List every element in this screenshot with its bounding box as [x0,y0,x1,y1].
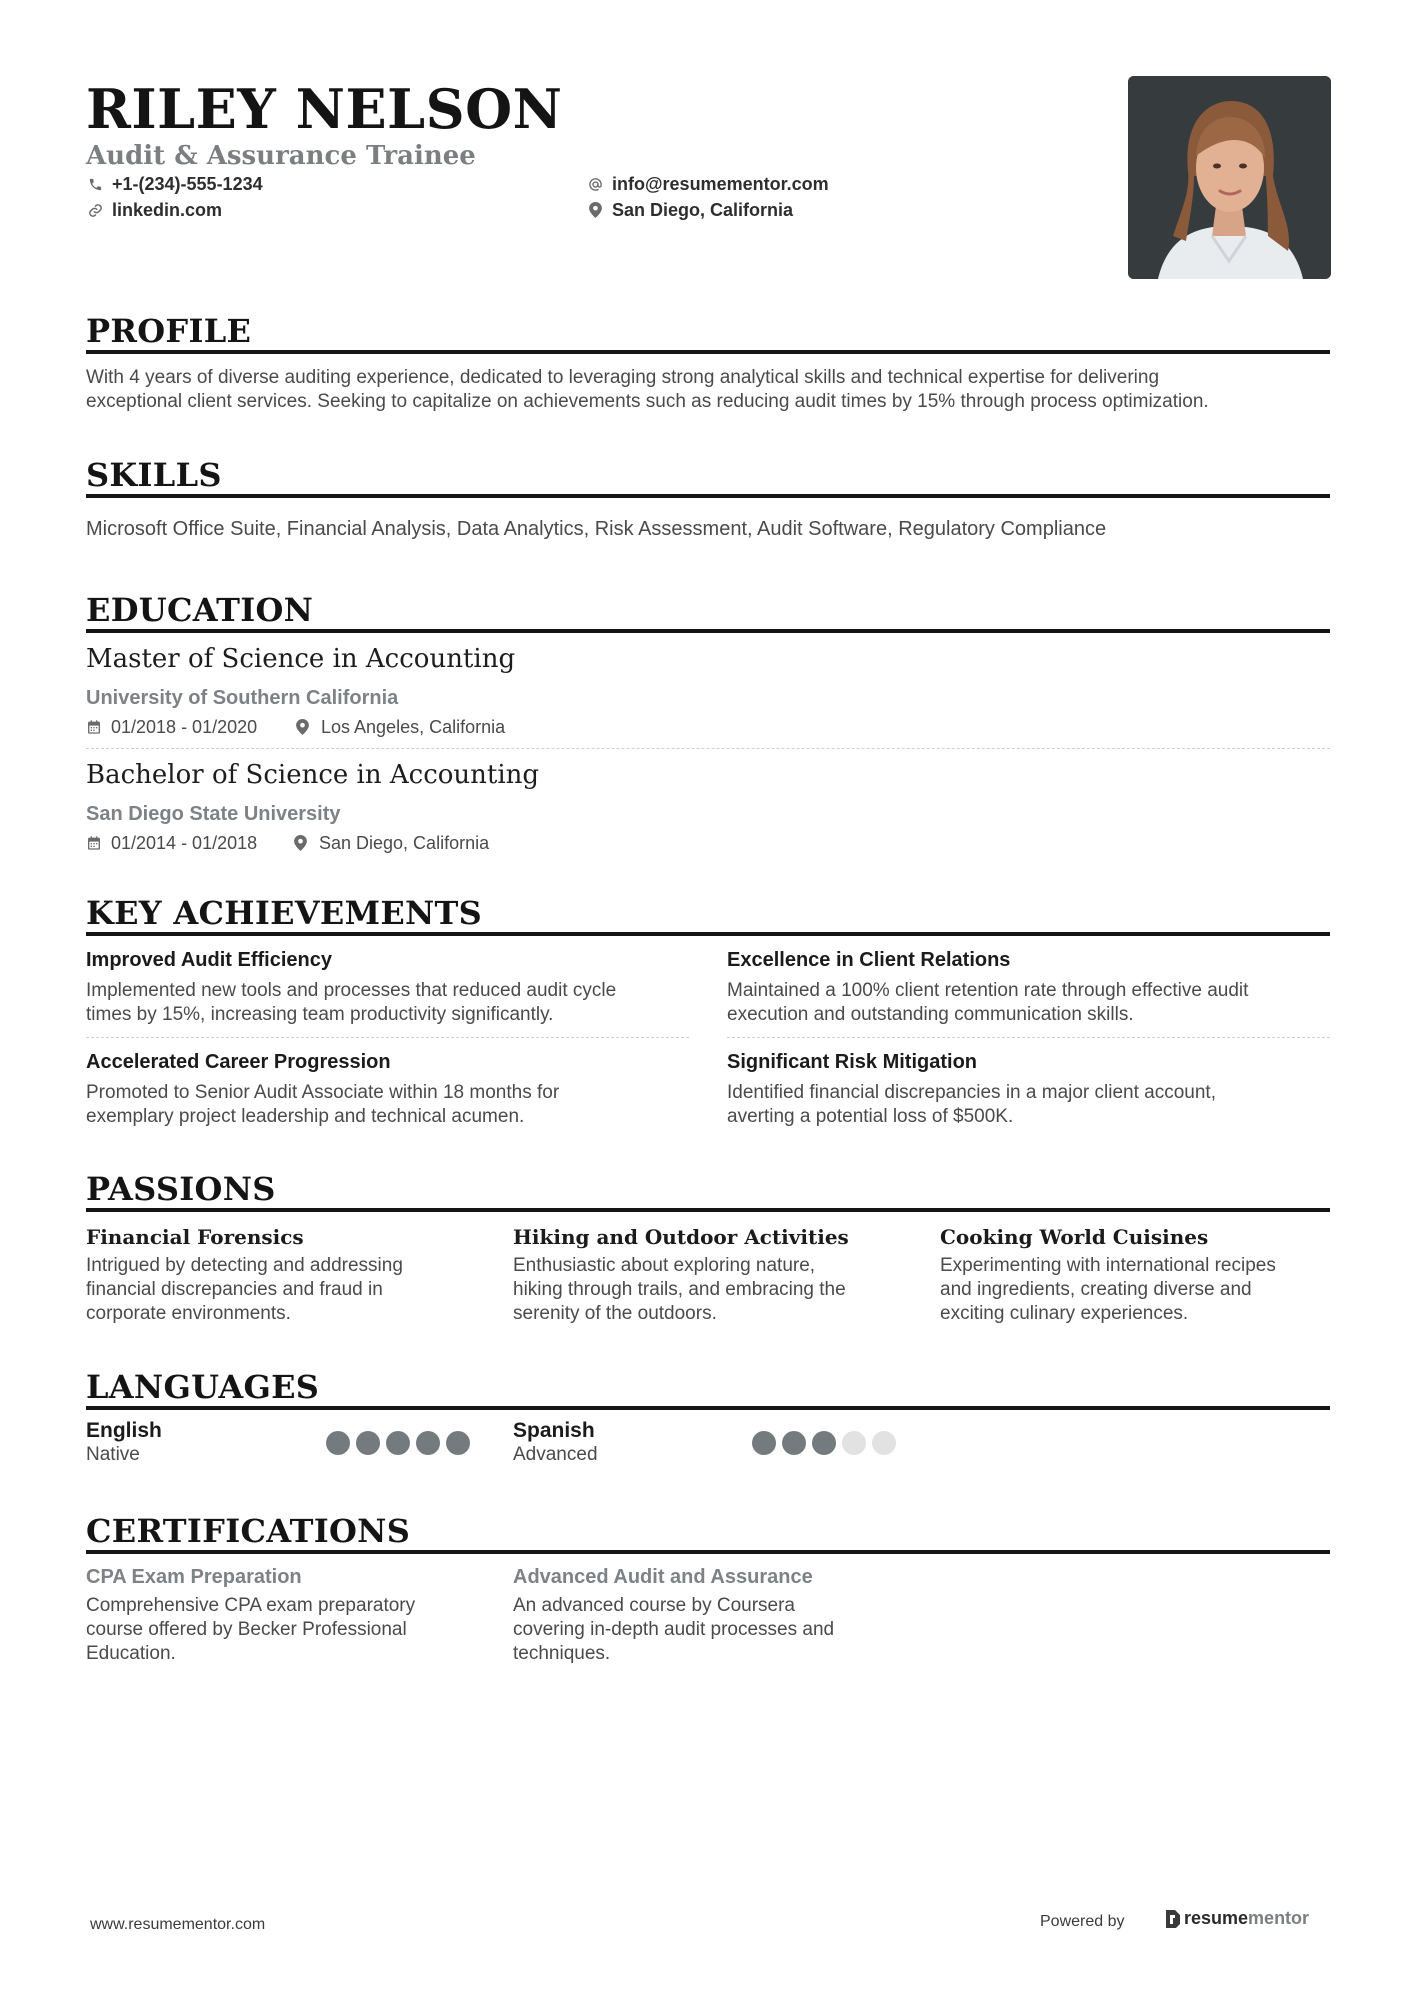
link-icon [86,201,104,219]
achievement-line: Implemented new tools and processes that reduced audit cycle [86,980,617,1001]
skills-rule [86,494,1330,498]
passion-title: Financial Forensics [86,1225,304,1249]
passion-line: corporate environments. [86,1303,291,1324]
language-name: English [86,1419,162,1442]
achievement-title: Excellence in Client Relations [727,949,1011,971]
profile-line: With 4 years of diverse auditing experience, dedicated to leveraging strong analytical skills and technical expertise for delivering [86,367,1160,388]
powered-by-label: Powered by [1040,1913,1125,1930]
passion-line: Enthusiastic about exploring nature, [513,1255,816,1276]
certification-line: course offered by Becker Professional [86,1619,407,1640]
certifications-heading: CERTIFICATIONS [86,1512,411,1550]
language-name: Spanish [513,1419,595,1442]
contact-location [586,198,793,222]
passion-line: Experimenting with international recipes [940,1255,1276,1276]
achievement-title: Accelerated Career Progression [86,1051,391,1073]
rating-dot-filled [812,1431,836,1455]
passions-heading: PASSIONS [86,1170,276,1208]
achievement-line: Promoted to Senior Audit Associate within 18 months for [86,1082,560,1103]
contact-email [586,172,829,196]
location-text: Los Angeles, California [321,717,506,737]
achievement-line: execution and outstanding communication skills. [727,1004,1134,1025]
certification-line: Education. [86,1643,176,1664]
certification-desc [513,1594,893,1666]
languages-heading: LANGUAGES [86,1368,320,1406]
rating-dot-filled [446,1431,470,1455]
achievement-line: Maintained a 100% client retention rate through effective audit [727,980,1249,1001]
phone-text[interactable]: +1-(234)-555-1234 [112,174,263,194]
profile-rule [86,350,1330,354]
language-level: Native [86,1444,140,1465]
location-text: San Diego, California [319,833,490,853]
certification-line: Comprehensive CPA exam preparatory [86,1595,416,1616]
languages-rule [86,1406,1330,1410]
passions-rule [86,1208,1330,1212]
language-level: Advanced [513,1444,598,1465]
achievement-title: Significant Risk Mitigation [727,1051,978,1073]
achievement-title: Improved Audit Efficiency [86,949,332,971]
achievement-desc [727,1081,1327,1129]
passion-title: Cooking World Cuisines [940,1225,1209,1249]
passion-line: serenity of the outdoors. [513,1303,717,1324]
passion-line: exciting culinary experiences. [940,1303,1189,1324]
rating-dot-filled [386,1431,410,1455]
rating-dot-filled [326,1431,350,1455]
passion-desc [513,1254,893,1326]
certification-line: techniques. [513,1643,611,1664]
divider [727,1037,1330,1038]
phone-icon [86,175,104,193]
certification-title: Advanced Audit and Assurance [513,1566,813,1588]
degree-title: Bachelor of Science in Accounting [86,760,540,790]
achievement-line: times by 15%, increasing team productivity significantly. [86,1004,554,1025]
education-dates [86,716,257,738]
profile-line: exceptional client services. Seeking to capitalize on achievements such as reducing audit times by 15% through process optimization. [86,391,1209,412]
passion-line: financial discrepancies and fraud in [86,1279,383,1300]
rating-dot-empty [872,1431,896,1455]
resumementor-logo-icon [1164,1910,1180,1928]
rating-dot-empty [842,1431,866,1455]
certification-line: covering in-depth audit processes and [513,1619,835,1640]
certification-desc [86,1594,466,1666]
date-range: 01/2014 - 01/2018 [111,833,258,853]
passion-title: Hiking and Outdoor Activities [513,1225,849,1249]
passion-desc [86,1254,466,1326]
skills-text: Microsoft Office Suite, Financial Analysis, Data Analytics, Risk Assessment, Audit Software, Regulatory Compliance [86,518,1107,540]
job-title: Audit & Assurance Trainee [86,141,476,171]
rating-dot-filled [416,1431,440,1455]
education-heading: EDUCATION [86,591,314,629]
location-pin-icon [296,719,312,735]
at-icon [586,175,604,193]
education-rule [86,629,1330,633]
passion-desc [940,1254,1320,1326]
education-dates [86,832,257,854]
achievement-line: exemplary project leadership and technical acumen. [86,1106,525,1127]
divider [86,1037,689,1038]
profile-photo [1128,76,1331,279]
rating-dot-filled [782,1431,806,1455]
achievement-desc [727,979,1327,1027]
achievement-desc [86,1081,686,1129]
footer-url[interactable]: www.resumementor.com [90,1916,266,1933]
location-text: San Diego, California [612,200,794,220]
language-rating [326,1431,470,1455]
achievements-rule [86,932,1330,936]
skills-heading: SKILLS [86,456,222,494]
degree-title: Master of Science in Accounting [86,644,516,674]
achievement-line: averting a potential loss of $500K. [727,1106,1014,1127]
location-pin-icon [294,835,310,851]
linkedin-link[interactable]: linkedin.com [112,200,223,220]
rating-dot-filled [356,1431,380,1455]
passion-line: Intrigued by detecting and addressing [86,1255,403,1276]
certification-title: CPA Exam Preparation [86,1566,302,1588]
email-link[interactable]: info@resumementor.com [612,174,829,194]
education-location [294,832,489,854]
school-name: University of Southern California [86,687,399,709]
brand-accent: mentor [1248,1908,1310,1928]
profile-heading: PROFILE [86,312,252,350]
contact-phone [86,172,263,196]
passion-line: and ingredients, creating diverse and [940,1279,1252,1300]
contact-linkedin [86,198,222,222]
rating-dot-filled [752,1431,776,1455]
brand-main: resume [1184,1908,1249,1928]
education-location [296,716,505,738]
school-name: San Diego State University [86,803,341,825]
divider [86,748,1330,749]
candidate-name: RILEY NELSON [86,77,563,141]
calendar-icon [86,835,102,851]
achievements-heading: KEY ACHIEVEMENTS [86,894,483,932]
brand-logo[interactable] [1164,1908,1309,1929]
achievement-line: Identified financial discrepancies in a major client account, [727,1082,1216,1103]
certification-line: An advanced course by Coursera [513,1595,795,1616]
passion-line: hiking through trails, and embracing the [513,1279,846,1300]
date-range: 01/2018 - 01/2020 [111,717,258,737]
achievement-desc [86,979,686,1027]
certifications-rule [86,1550,1330,1554]
language-rating [752,1431,896,1455]
resume-page [86,0,1330,1995]
location-pin-icon [586,201,604,219]
calendar-icon [86,719,102,735]
